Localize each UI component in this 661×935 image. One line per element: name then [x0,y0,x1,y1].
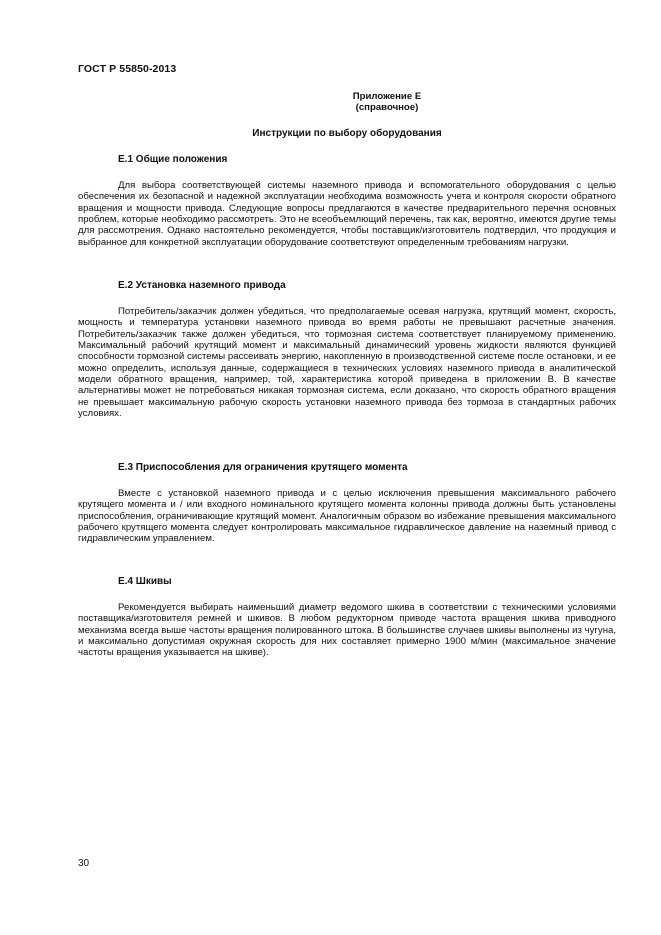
section-heading: Е.1 Общие положения [118,154,228,165]
appendix-label-block [78,91,616,113]
appendix-label: Приложение Е [352,91,422,102]
section-paragraph: Рекомендуется выбирать наименьший диаметр ведомого шкива в соответствии с техническими условиями поставщика/изготовителя ремней и шкивов. В любом редукторном приводе частота вращения шкива приводного механизма всегда выше частоты вращения полированного штока. В большинстве случаев шкивы выполнены из чугуна, и максимально допустимая окружная скорость для них составляет примерно 1900 м/мин (максимальное значение частоты вращения указывается на шкиве). [78,602,616,659]
section-paragraph: Вместе с установкой наземного привода и с целью исключения превышения максимального рабочего крутящего момента и / или входного номинального крутящего момента колонны привода должны быть установлены приспособления, ограничивающие крутящий момент. Аналогичным образом во избежание превышения максимального рабочего крутящего момента следует контролировать максимальное гидравлическое давление на наземный привод с гидравлическим управлением. [78,488,616,545]
section-general [78,154,616,248]
appendix-type: (справочное) [355,102,419,113]
section-drive-installation [78,280,616,419]
section-heading: Е.4 Шкивы [118,576,172,587]
section-paragraph: Потребитель/заказчик должен убедиться, что предполагаемые осевая нагрузка, крутящий момент, скорость, мощность и температура установки наземного привода во время работы не превышают расчетные значения. Потребитель/заказчик также должен убедиться, что тормозная система соответствует планируемому применению. Максимальный рабочий крутящий момент и максимальный динамический уровень жидкости являются функцией способности тормозной системы рассеивать энергию, накопленную в производственной системе после остановки, и ее можно определить, используя данные, содержащиеся в технических условиях наземного привода в аналитической модели обратного вращения, например, той, характеристика которой приведена в приложении В. В качестве альтернативы может не потребоваться никакая тормозная система, если доказано, что скорость обратного вращения не превышает максимальную рабочую скорость установки наземного привода без тормоза в стандартных рабочих условиях. [78,306,616,420]
page-title: Инструкции по выбору оборудования [252,128,442,139]
section-paragraph: Для выбора соответствующей системы наземного привода и вспомогательного оборудования с целью обеспечения их безопасной и надежной эксплуатации необходима возможность учета и контроля скорости обратного вращения и мощности привода. Следующие вопросы предлагаются в качестве предварительного перечня основных проблем, которые необходимо рассмотреть. Это не всеобъемлющий перечень, так как, вероятно, имеются другие темы для рассмотрения. Однако настоятельно рекомендуется, чтобы поставщик/изготовитель подтвердил, что продукция и выбранное для конкретной эксплуатации оборудование соответствуют определенным требованиям нагрузки. [78,180,616,248]
document-code: ГОСТ Р 55850-2013 [78,63,177,75]
section-pulleys [78,576,616,659]
page-number: 30 [78,858,90,869]
section-heading: Е.3 Приспособления для ограничения крутящего момента [118,462,408,473]
section-torque-limiting [78,462,616,545]
section-heading: Е.2 Установка наземного привода [118,280,286,291]
